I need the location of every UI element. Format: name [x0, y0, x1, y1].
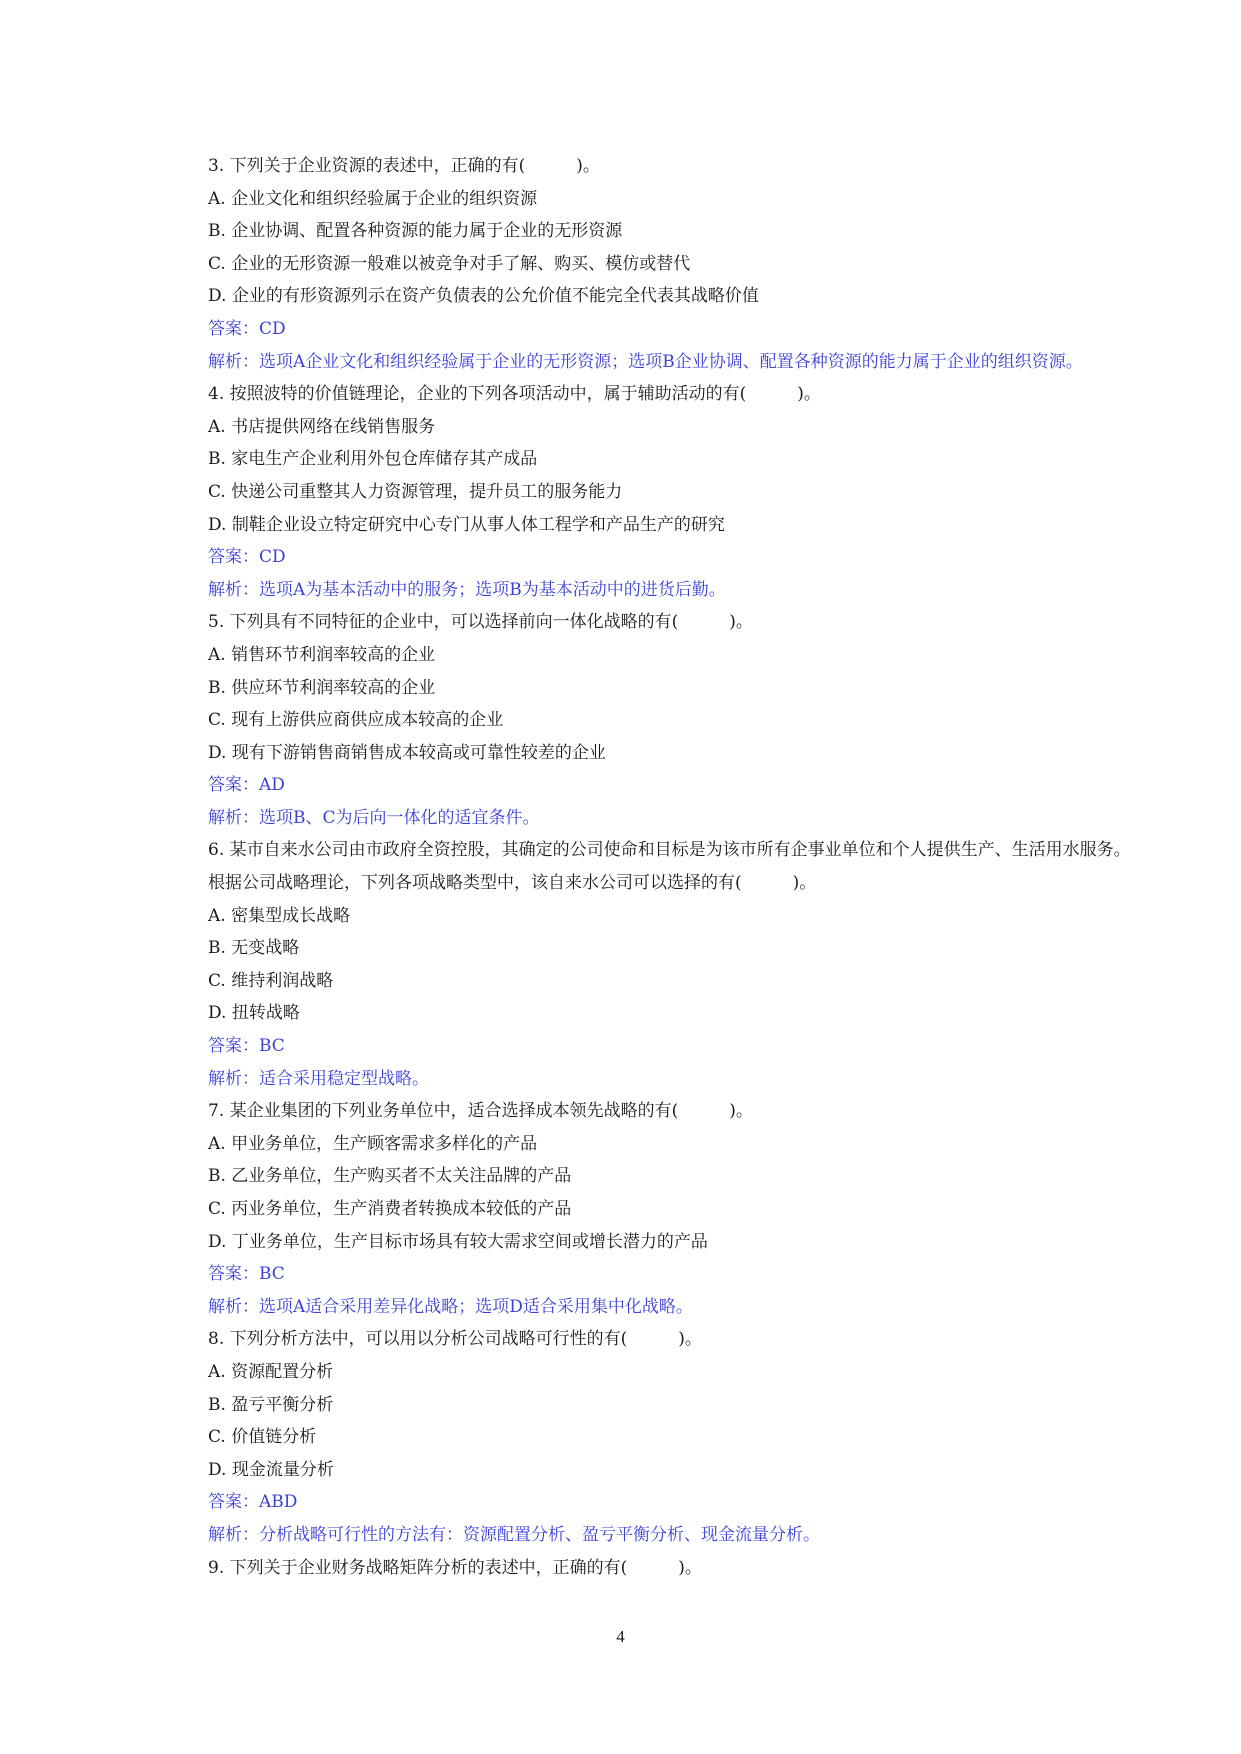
- page-number: 4: [616, 1627, 625, 1646]
- option-d: D. 扭转战略: [208, 1003, 300, 1024]
- explanation-line: 解析：分析战略可行性的方法有：资源配置分析、盈亏平衡分析、现金流量分析。: [208, 1524, 820, 1545]
- option-b: B. 无变战略: [208, 938, 300, 959]
- question-block: [208, 606, 1138, 834]
- question-block: [208, 1323, 1138, 1551]
- option-a: A. 密集型成长战略: [208, 905, 351, 926]
- question-block: [208, 378, 1138, 606]
- option-c: C. 企业的无形资源一般难以被竞争对手了解、购买、模仿或替代: [208, 253, 691, 274]
- option-a: A. 销售环节利润率较高的企业: [208, 644, 436, 665]
- answer-line: 答案：CD: [208, 547, 286, 568]
- explanation-line: 解析：选项B、C为后向一体化的适宜条件。: [208, 807, 540, 828]
- question-stem: 9. 下列关于企业财务战略矩阵分析的表述中，正确的有( )。: [208, 1557, 702, 1578]
- option-c: C. 丙业务单位，生产消费者转换成本较低的产品: [208, 1199, 572, 1219]
- answer-line: 答案：BC: [208, 1264, 285, 1285]
- option-d: D. 企业的有形资源列示在资产负债表的公允价值不能完全代表其战略价值: [208, 286, 759, 307]
- question-stem: 5. 下列具有不同特征的企业中，可以选择前向一体化战略的有( )。: [208, 612, 753, 633]
- question-stem: 6. 某市自来水公司由市政府全资控股，其确定的公司使命和目标是为该市所有企事业单位和个人提供生产、生活用水服务。根据公司战略理论，下列各项战略类型中，该自来水公司可以选择的有( )。: [208, 840, 1131, 894]
- option-d: D. 现金流量分析: [208, 1459, 334, 1480]
- question-stem: 3. 下列关于企业资源的表述中，正确的有( )。: [208, 156, 600, 176]
- option-a: A. 甲业务单位，生产顾客需求多样化的产品: [208, 1133, 538, 1154]
- answer-line: 答案：CD: [208, 318, 286, 339]
- option-b: B. 供应环节利润率较高的企业: [208, 677, 436, 698]
- option-d: D. 现有下游销售商销售成本较高或可靠性较差的企业: [208, 742, 606, 763]
- answer-line: 答案：ABD: [208, 1492, 298, 1513]
- option-d: D. 丁业务单位，生产目标市场具有较大需求空间或增长潜力的产品: [208, 1231, 708, 1252]
- option-a: A. 企业文化和组织经验属于企业的组织资源: [208, 188, 538, 209]
- answer-line: 答案：AD: [208, 775, 285, 796]
- option-b: B. 乙业务单位，生产购买者不太关注品牌的产品: [208, 1166, 572, 1187]
- answer-line: 答案：BC: [208, 1036, 285, 1057]
- option-c: C. 现有上游供应商供应成本较高的企业: [208, 710, 504, 731]
- question-block: [208, 1095, 1138, 1323]
- question-block: [208, 834, 1138, 1095]
- option-b: B. 家电生产企业利用外包仓库储存其产成品: [208, 449, 538, 470]
- option-c: C. 快递公司重整其人力资源管理，提升员工的服务能力: [208, 481, 623, 502]
- option-b: B. 盈亏平衡分析: [208, 1394, 334, 1415]
- question-list: [208, 150, 1138, 1584]
- option-d: D. 制鞋企业设立特定研究中心专门从事人体工程学和产品生产的研究: [208, 514, 725, 535]
- explanation-line: 解析：选项A适合采用差异化战略；选项D适合采用集中化战略。: [208, 1296, 693, 1317]
- option-a: A. 书店提供网络在线销售服务: [208, 416, 436, 437]
- option-c: C. 价值链分析: [208, 1427, 317, 1448]
- explanation-line: 解析：选项A为基本活动中的服务；选项B为基本活动中的进货后勤。: [208, 579, 726, 600]
- option-c: C. 维持利润战略: [208, 970, 334, 991]
- explanation-line: 解析：适合采用稳定型战略。: [208, 1068, 429, 1089]
- question-stem: 4. 按照波特的价值链理论，企业的下列各项活动中，属于辅助活动的有( )。: [208, 384, 821, 405]
- question-block: [208, 150, 1138, 378]
- option-a: A. 资源配置分析: [208, 1361, 334, 1382]
- question-stem: 7. 某企业集团的下列业务单位中，适合选择成本领先战略的有( )。: [208, 1101, 753, 1122]
- option-b: B. 企业协调、配置各种资源的能力属于企业的无形资源: [208, 221, 623, 242]
- question-stem: 8. 下列分析方法中，可以用以分析公司战略可行性的有( )。: [208, 1329, 702, 1350]
- explanation-line: 解析：选项A企业文化和组织经验属于企业的无形资源；选项B企业协调、配置各种资源的能力属于企业的组织资源。: [208, 351, 1083, 372]
